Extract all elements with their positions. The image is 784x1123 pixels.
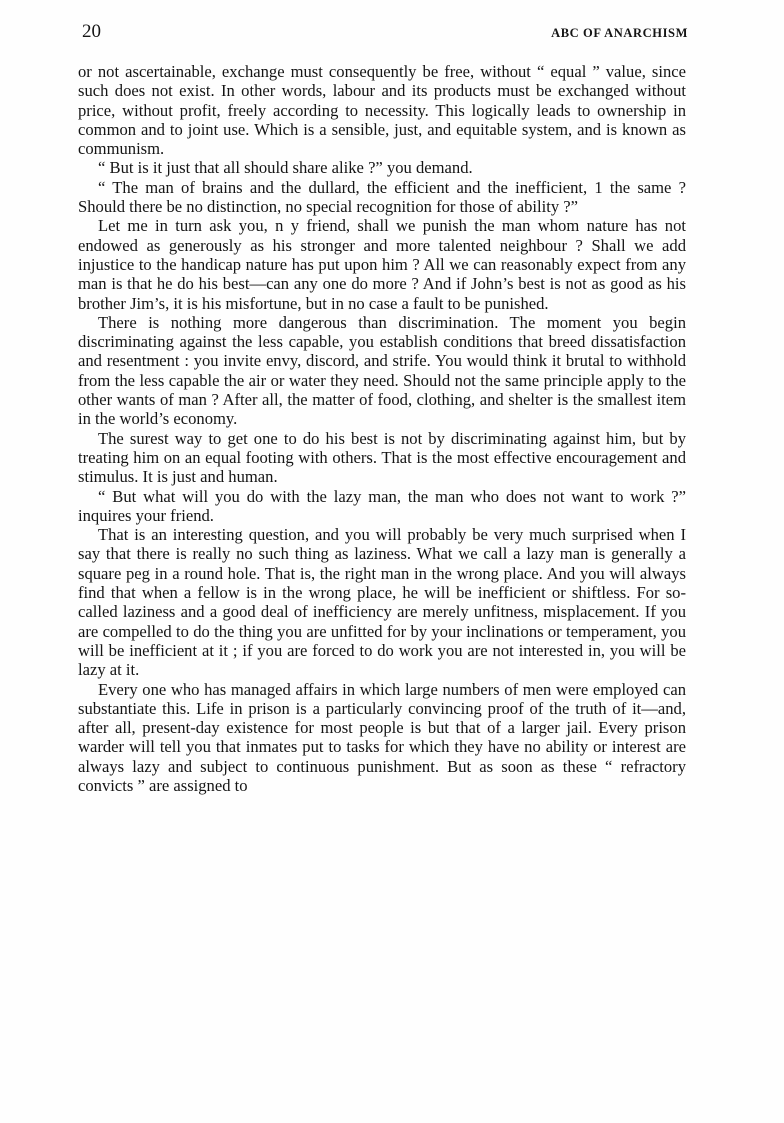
running-head: ABC OF ANARCHISM (551, 26, 688, 40)
paragraph-2: “ But is it just that all should share alike ?” you demand. (98, 158, 473, 178)
page-header (82, 16, 688, 40)
paragraph-8: That is an interesting question, and you will probably be very much surprised when I say that there is really no such thing as laziness. What we call a lazy man is generally a square peg in a round hole. That is, the right man in the wrong place. And you will always find that when a fellow is in the wrong place, he will be inefficient or shiftless. For so-called laziness and a good deal of inefficiency are merely unfitness, misplacement. If you are compelled to do the thing you are unfitted for by your inclinations or temperament, you will be inefficient at it ; if you are forced to do work you are not interested in, you will be lazy at it. (78, 525, 686, 680)
paragraph-3: “ The man of brains and the dullard, the efficient and the inefficient, 1 the same ? Should there be no distinction, no special recognition for those of ability ?” (78, 177, 686, 217)
paragraph-5: There is nothing more dangerous than discrimination. The moment you begin discriminating against the less capable, you establish conditions that breed dissatisfaction and resentment : you invite envy, discord, and strife. You would think it brutal to withhold from the less capable the air or water they need. Should not the same principle apply to the other wants of man ? After all, the matter of food, clothing, and shelter is the smallest item in the world’s economy. (78, 312, 686, 429)
paragraph-9: Every one who has managed affairs in which large numbers of men were employed can substantiate this. Life in prison is a particularly convincing proof of the truth of it—and, after all, present-day existence for most people is but that of a larger jail. Every prison warder will tell you that inmates put to tasks for which they have no ability or interest are always lazy and subject to continuous punishment. But as soon as these “ refractory convicts ” are assigned to (78, 679, 686, 795)
paragraph-7: “ But what will you do with the lazy man, the man who does not want to work ?” inquires your friend. (78, 486, 686, 525)
paragraph-1: or not ascertainable, exchange must consequently be free, without “ equal ” value, since such does not exist. In other words, labour and its products must be exchanged without price, without profit, freely according to necessity. This logically leads to ownership in common and to joint use. Which is a sensible, just, and equitable system, and is known as communism. (78, 62, 686, 159)
body-text (78, 62, 686, 795)
paragraph-6: The surest way to get one to do his best is not by discriminating against him, but by treating him on an equal footing with others. That is the most effective encouragement and stimulus. It is just and human. (78, 428, 686, 487)
paragraph-4: Let me in turn ask you, n y friend, shall we punish the man whom nature has not endowed as generously as his stronger and more talented neighbour ? Shall we add injustice to the handicap nature has put upon him ? All we can reasonably expect from any man is that he do his best—can any one do more ? And if John’s best is not as good as his brother Jim’s, it is his misfortune, but in no case a fault to be punished. (78, 216, 686, 313)
page-number: 20 (82, 21, 101, 42)
